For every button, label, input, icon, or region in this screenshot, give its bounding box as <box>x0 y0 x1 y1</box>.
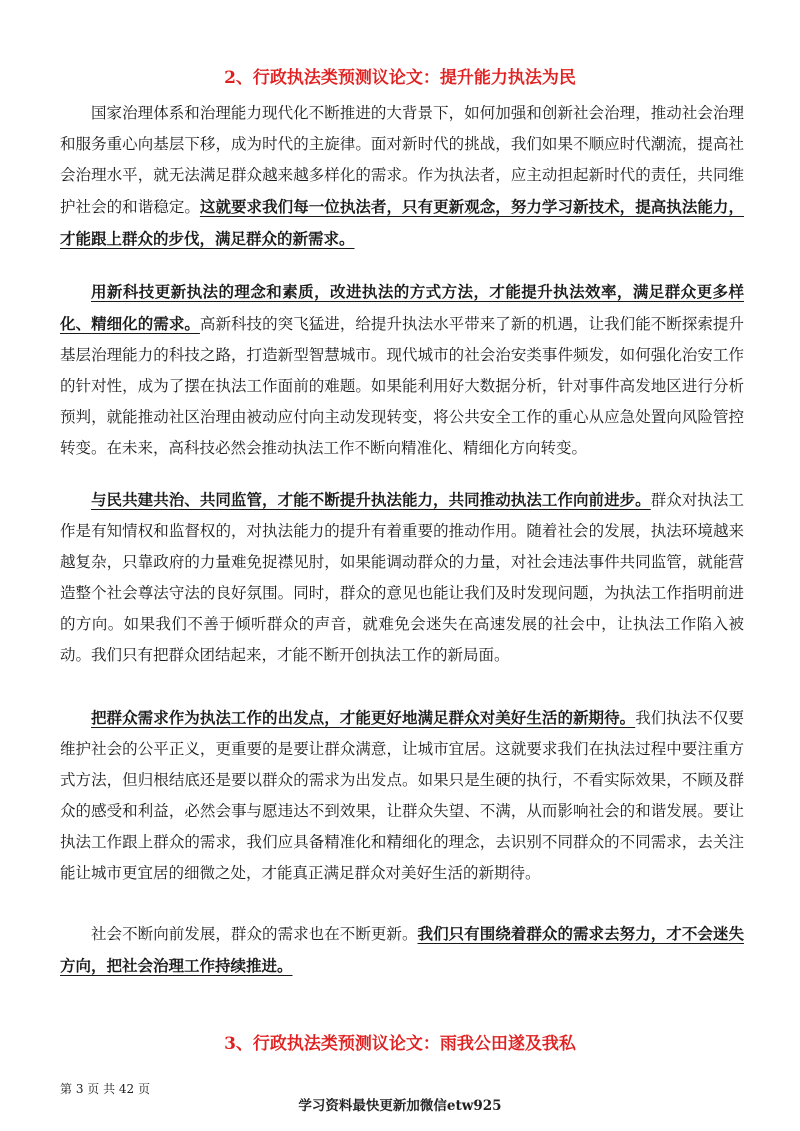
paragraph-2 <box>60 276 744 464</box>
paragraph-5-emphasis: 我们只有围绕着群众的需求去努力，才不会迷失方向，把社会治理工作持续推进。 <box>60 924 744 975</box>
page-number: 第 3 页 共 42 页 <box>60 1082 150 1096</box>
footer-wechat-notice: 学习资料最快更新加微信etw925 <box>298 1098 502 1114</box>
paragraph-2-text: 高新科技的突飞猛进，给提升执法水平带来了新的机遇，让我们能不断探索提升基层治理能力的科技之路，打造新型智慧城市。现代城市的社会治安类事件频发，如何强化治安工作的针对性，成为了摆在执法工作面前的难题。如果能利用好大数据分析，针对事件高发地区进行分析预判，就能推动社区治理由被动应付向主动发现转变，将公共安全工作的重心从应急处置向风险管控转变。在未来，高科技必然会推动执法工作不断向精准化、精细化方向转变。 <box>60 315 744 457</box>
section-3-title: 3、行政执法类预测议论文：雨我公田遂及我私 <box>224 1034 576 1054</box>
paragraph-5 <box>60 918 744 982</box>
paragraph-3 <box>60 484 744 671</box>
paragraph-5-text: 社会不断向前发展，群众的需求也在不断更新。 <box>91 925 418 943</box>
paragraph-3-text: 群众对执法工作是有知情权和监督权的，对执法能力的提升有着重要的推动作用。随着社会的发展，执法环境越来越复杂，只靠政府的力量难免捉襟见肘，如果能调动群众的力量，对社会违法事件共同监管，就能营造整个社会尊法守法的良好氛围。同时，群众的意见也能让我们及时发现问题，为执法工作指明前进的方向。如果我们不善于倾听群众的声音，就难免会迷失在高速发展的社会中，让执法工作陷入被动。我们只有把群众团结起来，才能不断开创执法工作的新局面。 <box>60 491 744 664</box>
paragraph-2-lead: 用新科技更新执法的理念和素质，改进执法的方式方法，才能提升执法效率，满足群众更多样化、精细化的需求。 <box>60 282 744 333</box>
section-2-title: 2、行政执法类预测议论文：提升能力执法为民 <box>224 68 576 88</box>
paragraph-3-lead: 与民共建共治、共同监管，才能不断提升执法能力，共同推动执法工作向前进步。 <box>91 490 651 509</box>
paragraph-4-text: 我们执法不仅要维护社会的公平正义，更重要的是要让群众满意，让城市宜居。这就要求我们在执法过程中要注重方式方法，但归根结底还是要以群众的需求为出发点。如果只是生硬的执行，不看实际效果，不顾及群众的感受和利益，必然会事与愿违达不到效果，让群众失望、不满，从而影响社会的和谐发展。要让执法工作跟上群众的需求，我们应具备精准化和精细化的理念，去识别不同群众的不同需求，去关注能让城市更宜居的细微之处，才能真正满足群众对美好生活的新期待。 <box>60 709 744 882</box>
paragraph-4-lead: 把群众需求作为执法工作的出发点，才能更好地满足群众对美好生活的新期待。 <box>91 708 636 727</box>
paragraph-1 <box>60 98 744 255</box>
paragraph-1-emphasis: 这就要求我们每一位执法者，只有更新观念，努力学习新技术，提高执法能力，才能跟上群众的步伐，满足群众的新需求。 <box>60 197 744 248</box>
paragraph-1-text: 国家治理体系和治理能力现代化不断推进的大背景下，如何加强和创新社会治理，推动社会治理和服务重心向基层下移，成为时代的主旋律。面对新时代的挑战，我们如果不顺应时代潮流，提高社会治理水平，就无法满足群众越来越多样化的需求。作为执法者，应主动担起新时代的责任，共同维护社会的和谐稳定。 <box>60 104 744 216</box>
paragraph-4 <box>60 702 744 889</box>
